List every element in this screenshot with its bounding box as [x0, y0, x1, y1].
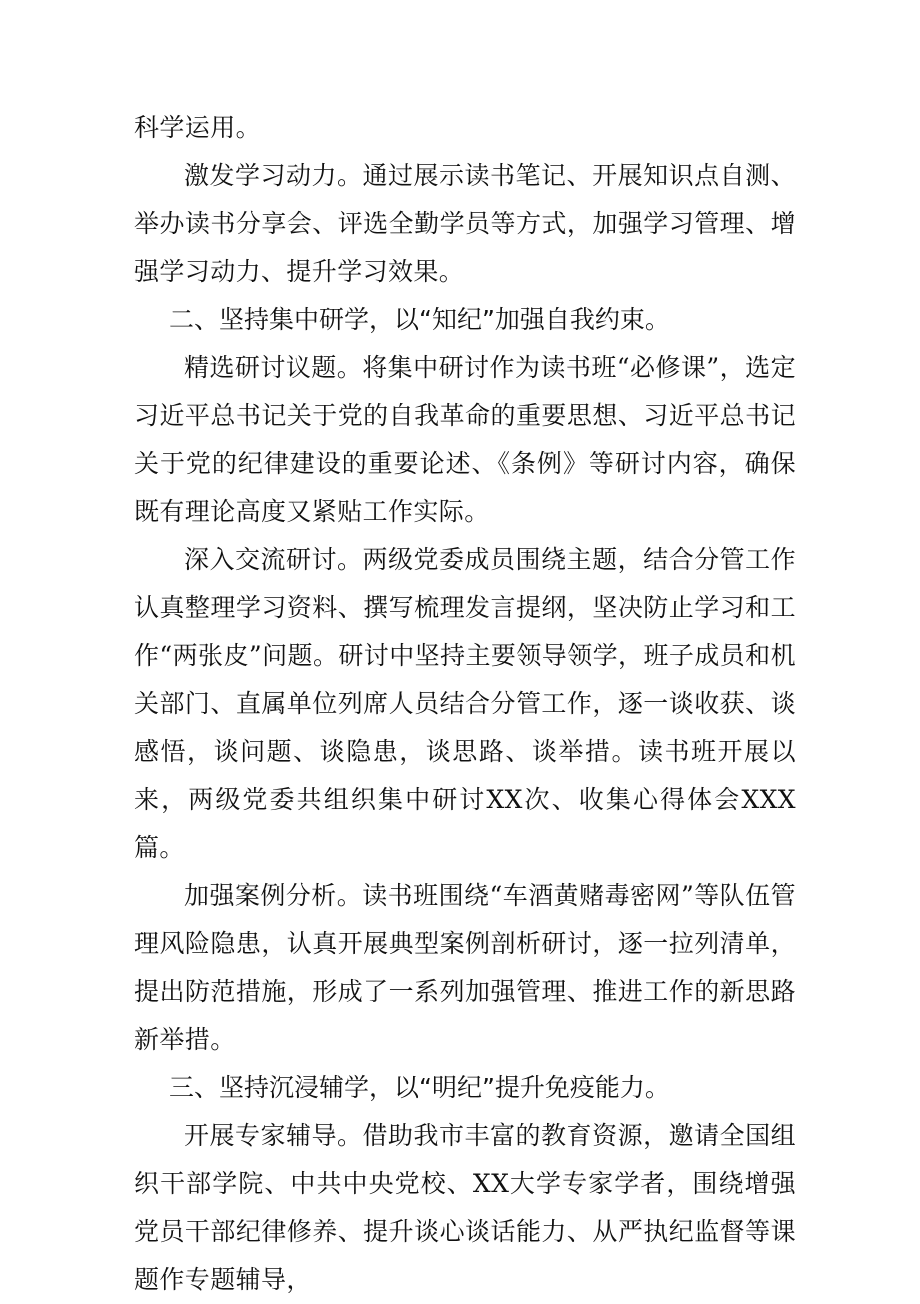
paragraph-learning-motivation: 激发学习动力。通过展示读书笔记、开展知识点自测、举办读书分享会、评选全勤学员等方式，加强学习管理、增强学习动力、提升学习效果。 — [134, 161, 796, 286]
section-heading-3: 三、坚持沉浸辅学，以“明纪”提升免疫能力。 — [169, 1073, 670, 1102]
paragraph-case-analysis: 加强案例分析。读书班围绕“车酒黄赌毒密网”等队伍管理风险隐患，认真开展典型案例剖析研讨，逐一拉列清单，提出防范措施，形成了一系列加强管理、推进工作的新思路新举措。 — [134, 881, 796, 1054]
paragraph-expert-guidance: 开展专家辅导。借助我市丰富的教育资源，邀请全国组织干部学院、中共中央党校、XX大学专家学者，围绕增强党员干部纪律修养、提升谈心谈话能力、从严执纪监督等课题作专题辅导， — [134, 1121, 796, 1294]
paragraph-continuation: 科学运用。 — [134, 113, 262, 142]
paragraph-discussion: 深入交流研讨。两级党委成员围绕主题，结合分管工作认真整理学习资料、撰写梳理发言提纲，坚决防止学习和工作“两张皮”问题。研讨中坚持主要领导领学，班子成员和机关部门、直属单位列席人员结合分管工作，逐一谈收获、谈感悟，谈问题、谈隐患，谈思路、谈举措。读书班开展以来，两级党委共组织集中研讨XX次、收集心得体会XXX篇。 — [134, 545, 796, 862]
paragraph-select-topics: 精选研讨议题。将集中研讨作为读书班“必修课”，选定习近平总书记关于党的自我革命的重要思想、习近平总书记关于党的纪律建设的重要论述、《条例》等研讨内容，确保既有理论高度又紧贴工作实际。 — [134, 353, 796, 526]
section-heading-2: 二、坚持集中研学，以“知纪”加强自我约束。 — [169, 305, 670, 334]
document-body — [134, 104, 796, 1304]
